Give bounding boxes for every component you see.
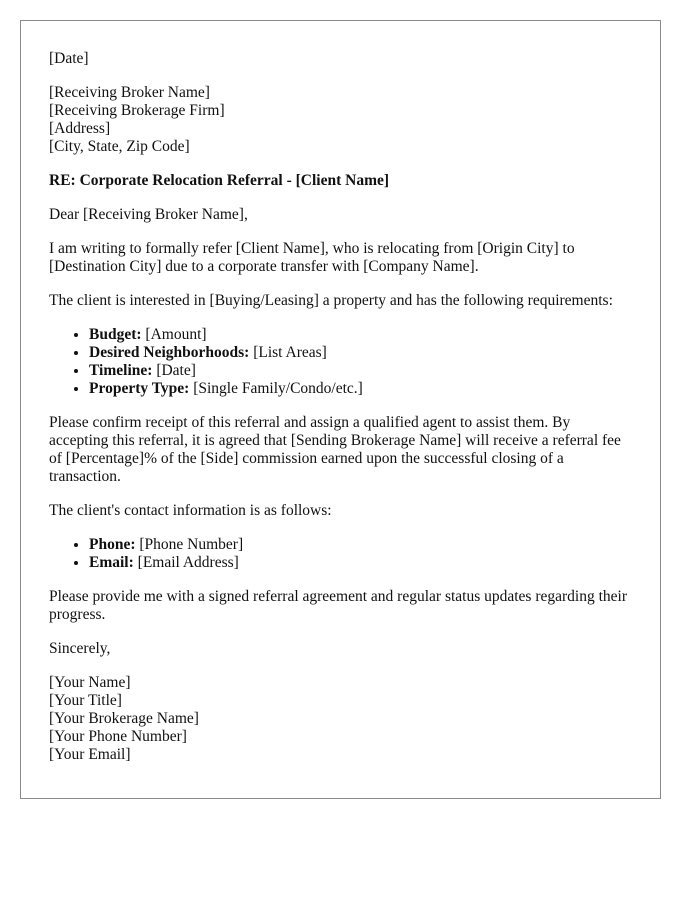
contact-value: [Phone Number] (135, 536, 244, 553)
recipient-block (49, 84, 632, 156)
requirement-label: Property Type: (89, 380, 190, 397)
signature-brokerage: [Your Brokerage Name] (49, 710, 199, 727)
letter-date: [Date] (49, 50, 89, 67)
salutation: Dear [Receiving Broker Name], (49, 206, 248, 223)
confirmation-paragraph: Please confirm receipt of this referral and assign a qualified agent to assist them. By accepting this referral, it is agreed that [Sending Brokerage Name] will receive a referral fee of [Percentage]% of the [Side] commission earned upon the successful closing of a transaction. (49, 414, 621, 485)
contact-label: Email: (89, 554, 134, 571)
requirement-value: [Date] (152, 362, 196, 379)
list-item (89, 326, 632, 344)
signature-phone: [Your Phone Number] (49, 728, 187, 745)
list-item (89, 380, 632, 398)
signature-block (49, 674, 632, 764)
intro-paragraph: I am writing to formally refer [Client Name], who is relocating from [Origin City] to [Destination City] due to a corporate transfer with [Company Name]. (49, 240, 575, 275)
requirement-label: Timeline: (89, 362, 153, 379)
signature-email: [Your Email] (49, 746, 131, 763)
list-item (89, 362, 632, 380)
requirement-label: Budget: (89, 326, 142, 343)
list-item (89, 536, 632, 554)
requirement-value: [List Areas] (249, 344, 327, 361)
contact-intro: The client's contact information is as follows: (49, 502, 332, 519)
closing-request: Please provide me with a signed referral agreement and regular status updates regarding their progress. (49, 588, 628, 623)
subject-line: RE: Corporate Relocation Referral - [Client Name] (49, 172, 390, 189)
requirements-intro: The client is interested in [Buying/Leasing] a property and has the following requirements: (49, 292, 613, 309)
contact-value: [Email Address] (133, 554, 239, 571)
signature-name: [Your Name] (49, 674, 131, 691)
contact-label: Phone: (89, 536, 136, 553)
list-item (89, 554, 632, 572)
letter-document (20, 20, 661, 799)
contact-list (49, 536, 632, 572)
requirements-list (49, 326, 632, 398)
list-item (89, 344, 632, 362)
requirement-label: Desired Neighborhoods: (89, 344, 250, 361)
signature-title: [Your Title] (49, 692, 122, 709)
requirement-value: [Amount] (141, 326, 207, 343)
recipient-city-state-zip: [City, State, Zip Code] (49, 138, 190, 155)
requirement-value: [Single Family/Condo/etc.] (189, 380, 363, 397)
recipient-name: [Receiving Broker Name] (49, 84, 210, 101)
recipient-firm: [Receiving Brokerage Firm] (49, 102, 225, 119)
recipient-address: [Address] (49, 120, 111, 137)
closing: Sincerely, (49, 640, 111, 657)
